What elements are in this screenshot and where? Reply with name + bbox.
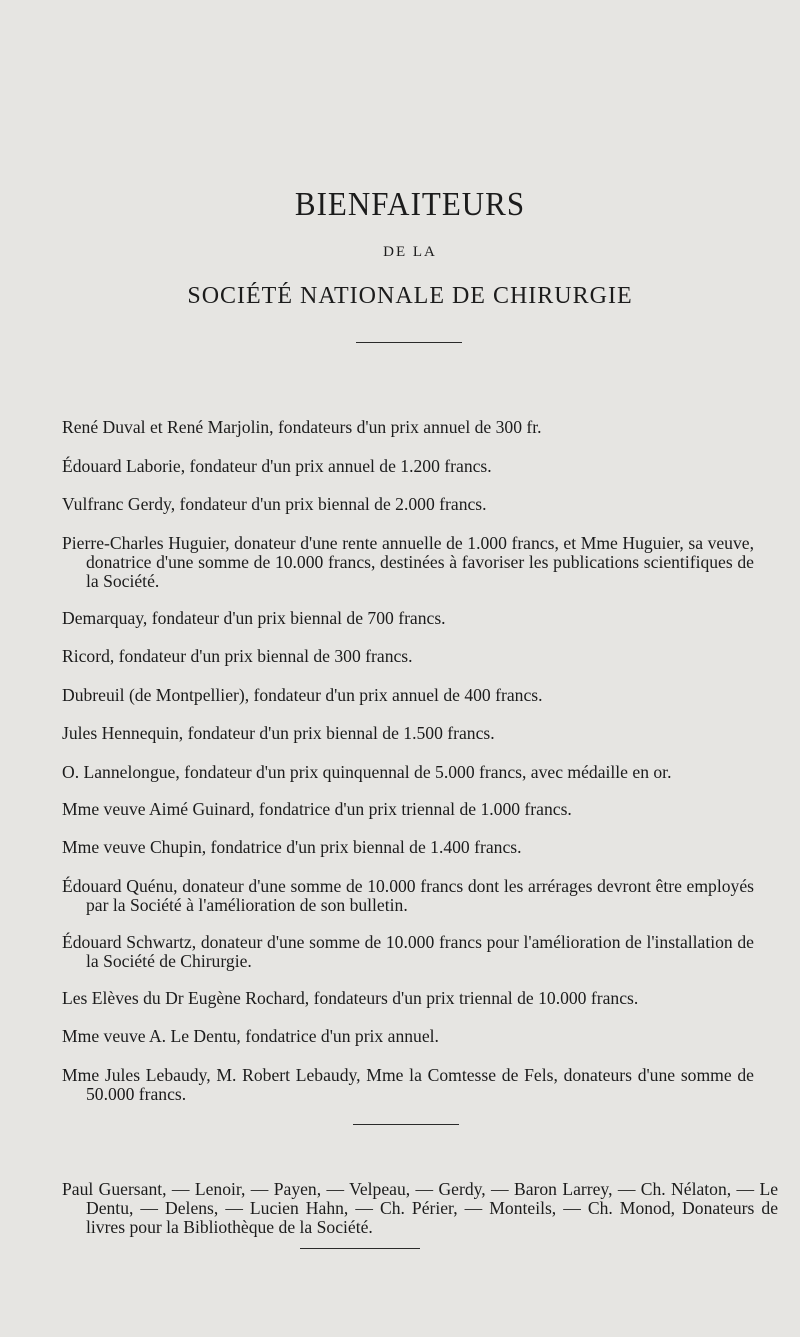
- divider-bottom: [300, 1248, 420, 1249]
- benefactor-entry: Ricord, fondateur d'un prix biennal de 300 francs.: [62, 646, 413, 666]
- benefactor-entry: Édouard Laborie, fondateur d'un prix annuel de 1.200 francs.: [62, 455, 492, 476]
- benefactor-entry: Mme veuve A. Le Dentu, fondatrice d'un prix annuel.: [62, 1026, 439, 1046]
- benefactor-entry: Mme Jules Lebaudy, M. Robert Lebaudy, Mme la Comtesse de Fels, donateurs d'une somme de 50.000 francs.: [62, 1064, 754, 1104]
- benefactor-entry: Pierre-Charles Huguier, donateur d'une rente annuelle de 1.000 francs, et Mme Huguier, sa veuve, donatrice d'une somme de 10.000 francs, destinées à favoriser les publications scientifiques de la Société.: [62, 532, 754, 591]
- benefactor-entry: Mme veuve Aimé Guinard, fondatrice d'un prix triennal de 1.000 francs.: [62, 798, 572, 819]
- benefactor-entry: Dubreuil (de Montpellier), fondateur d'un prix annuel de 400 francs.: [62, 684, 543, 705]
- society-name: SOCIÉTÉ NATIONALE DE CHIRURGIE: [187, 283, 633, 309]
- benefactor-entry: Édouard Quénu, donateur d'une somme de 10.000 francs dont les arrérages devront être employés par la Société à l'amélioration de son bulletin.: [62, 875, 754, 915]
- book-donors: Paul Guersant, — Lenoir, — Payen, — Velpeau, — Gerdy, — Baron Larrey, — Ch. Nélaton, — Le Dentu, — Delens, — Lucien Hahn, — Ch. Périer, — Monteils, — Ch. Monod, Donateurs de livres pour la Bibliothèque de la Société.: [62, 1178, 778, 1237]
- benefactor-entry: René Duval et René Marjolin, fondateurs d'un prix annuel de 300 fr.: [62, 417, 542, 437]
- benefactor-entry: Les Elèves du Dr Eugène Rochard, fondateurs d'un prix triennal de 10.000 francs.: [62, 987, 639, 1008]
- benefactor-entry: O. Lannelongue, fondateur d'un prix quinquennal de 5.000 francs, avec médaille en or.: [62, 761, 672, 782]
- benefactor-entry: Demarquay, fondateur d'un prix biennal de 700 francs.: [62, 607, 446, 628]
- benefactor-entry: Mme veuve Chupin, fondatrice d'un prix biennal de 1.400 francs.: [62, 837, 522, 857]
- divider-top: [356, 342, 462, 343]
- benefactor-entry: Vulfranc Gerdy, fondateur d'un prix biennal de 2.000 francs.: [62, 494, 487, 514]
- benefactor-entry: Jules Hennequin, fondateur d'un prix biennal de 1.500 francs.: [62, 723, 495, 743]
- divider-middle: [353, 1124, 459, 1125]
- page-subtitle: DE LA: [383, 244, 437, 260]
- benefactor-entry: Édouard Schwartz, donateur d'une somme de 10.000 francs pour l'amélioration de l'installation de la Société de Chirurgie.: [62, 931, 754, 971]
- page-title: BIENFAITEURS: [294, 184, 526, 223]
- benefactors-list: [62, 418, 754, 1123]
